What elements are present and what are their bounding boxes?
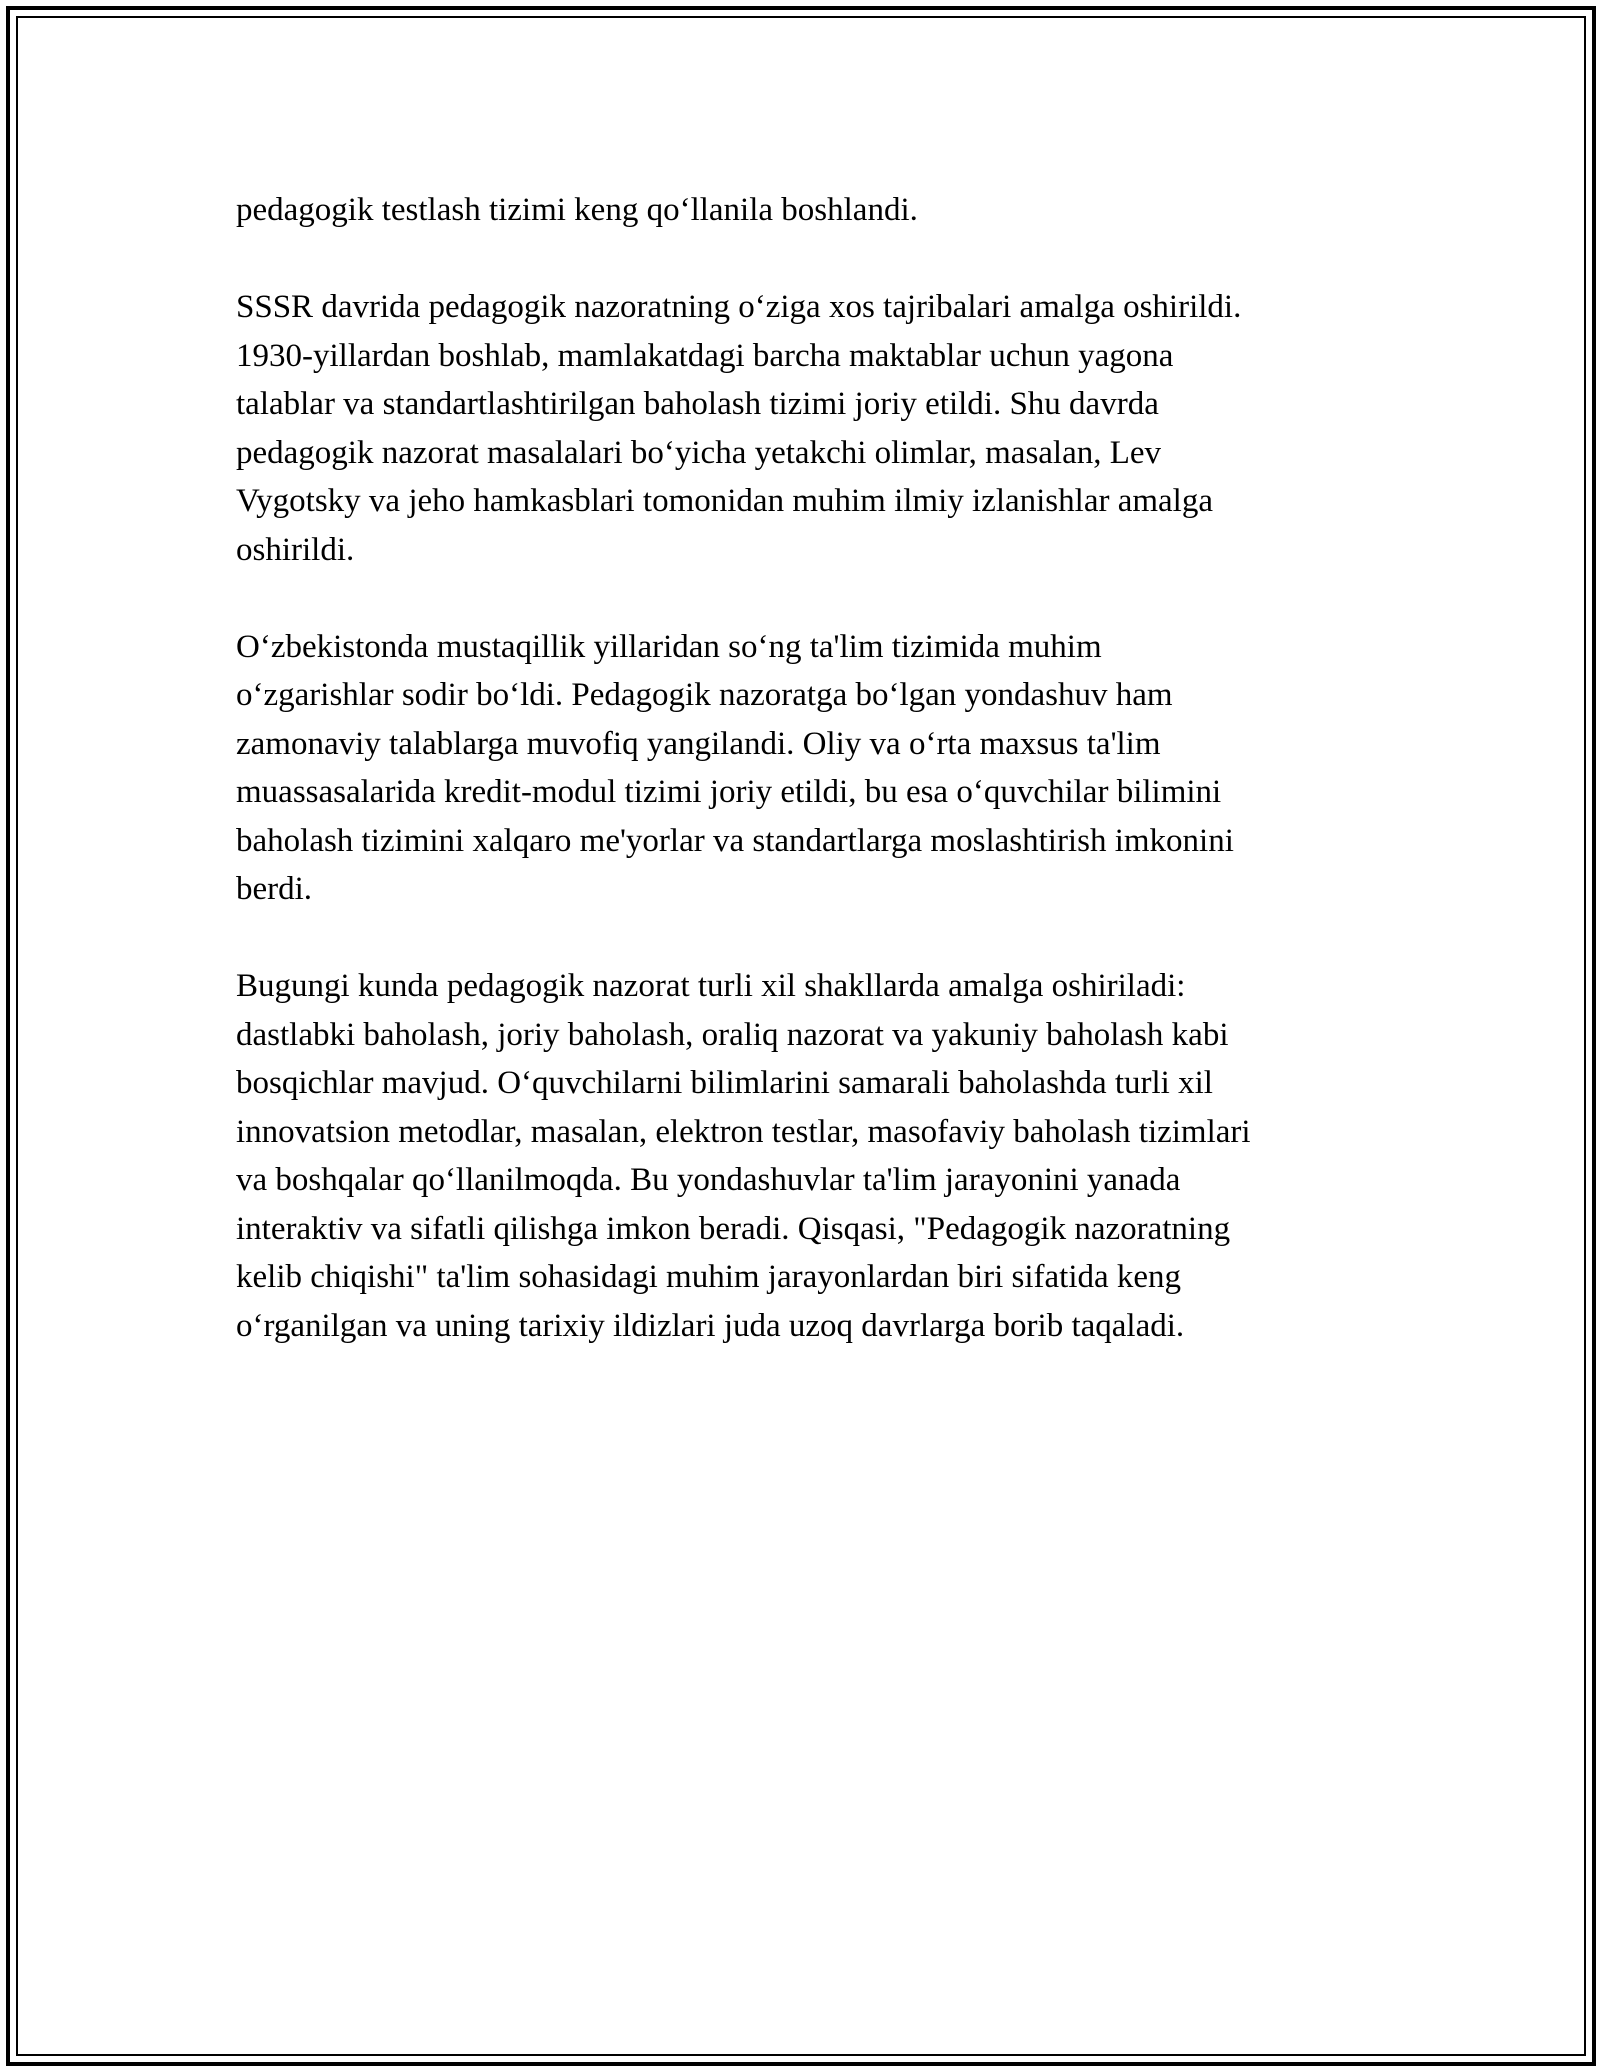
paragraph-1 (236, 186, 1386, 235)
text-line: pedagogik testlash tizimi keng qo‘llanila boshlandi. (236, 192, 918, 228)
text-line: 1930-yillardan boshlab, mamlakatdagi barcha maktablar uchun yagona (236, 337, 1174, 374)
text-line: bosqichlar mavjud. O‘quvchilarni bilimlarini samarali baholashda turli xil (236, 1065, 1213, 1101)
text-line: O‘zbekistonda mustaqillik yillaridan so‘ng ta'lim tizimida muhim (236, 628, 1102, 665)
text-line: o‘rganilgan va uning tarixiy ildizlari juda uzoq davrlarga borib taqaladi. (236, 1307, 1185, 1344)
text-line: SSSR davrida pedagogik nazoratning o‘ziga xos tajribalari amalga oshirildi. (236, 289, 1242, 325)
paragraph-4 (236, 962, 1386, 1350)
document-body (236, 186, 1386, 1399)
text-line: pedagogik nazorat masalalari bo‘yicha yetakchi olimlar, masalan, Lev (236, 434, 1162, 471)
text-line: va boshqalar qo‘llanilmoqda. Bu yondashuvlar ta'lim jarayonini yanada (236, 1162, 1181, 1198)
text-line: muassasalarida kredit-modul tizimi joriy etildi, bu esa o‘quvchilar bilimini (236, 774, 1222, 810)
text-line: Vygotsky va jeho hamkasblari tomonidan muhim ilmiy izlanishlar amalga (236, 483, 1213, 519)
text-line: Bugungi kunda pedagogik nazorat turli xil shakllarda amalga oshiriladi: (236, 968, 1186, 1004)
text-line: oshirildi. (236, 531, 355, 568)
text-line: baholash tizimini xalqaro me'yorlar va standartlarga moslashtirish imkonini (236, 822, 1234, 859)
paragraph-2 (236, 283, 1386, 574)
text-line: talablar va standartlashtirilgan baholash tizimi joriy etildi. Shu davrda (236, 386, 1159, 422)
text-line: kelib chiqishi" ta'lim sohasidagi muhim jarayonlardan biri sifatida keng (236, 1259, 1182, 1295)
text-line: dastlabki baholash, joriy baholash, oraliq nazorat va yakuniy baholash kabi (236, 1016, 1229, 1053)
text-line: o‘zgarishlar sodir bo‘ldi. Pedagogik nazoratga bo‘lgan yondashuv ham (236, 677, 1173, 713)
text-line: berdi. (236, 871, 313, 907)
text-line: zamonaviy talablarga muvofiq yangilandi. Oliy va o‘rta maxsus ta'lim (236, 725, 1161, 762)
text-line: innovatsion metodlar, masalan, elektron testlar, masofaviy baholash tizimlari (236, 1113, 1251, 1150)
paragraph-3 (236, 623, 1386, 914)
text-line: interaktiv va sifatli qilishga imkon beradi. Qisqasi, "Pedagogik nazoratning (236, 1210, 1231, 1247)
